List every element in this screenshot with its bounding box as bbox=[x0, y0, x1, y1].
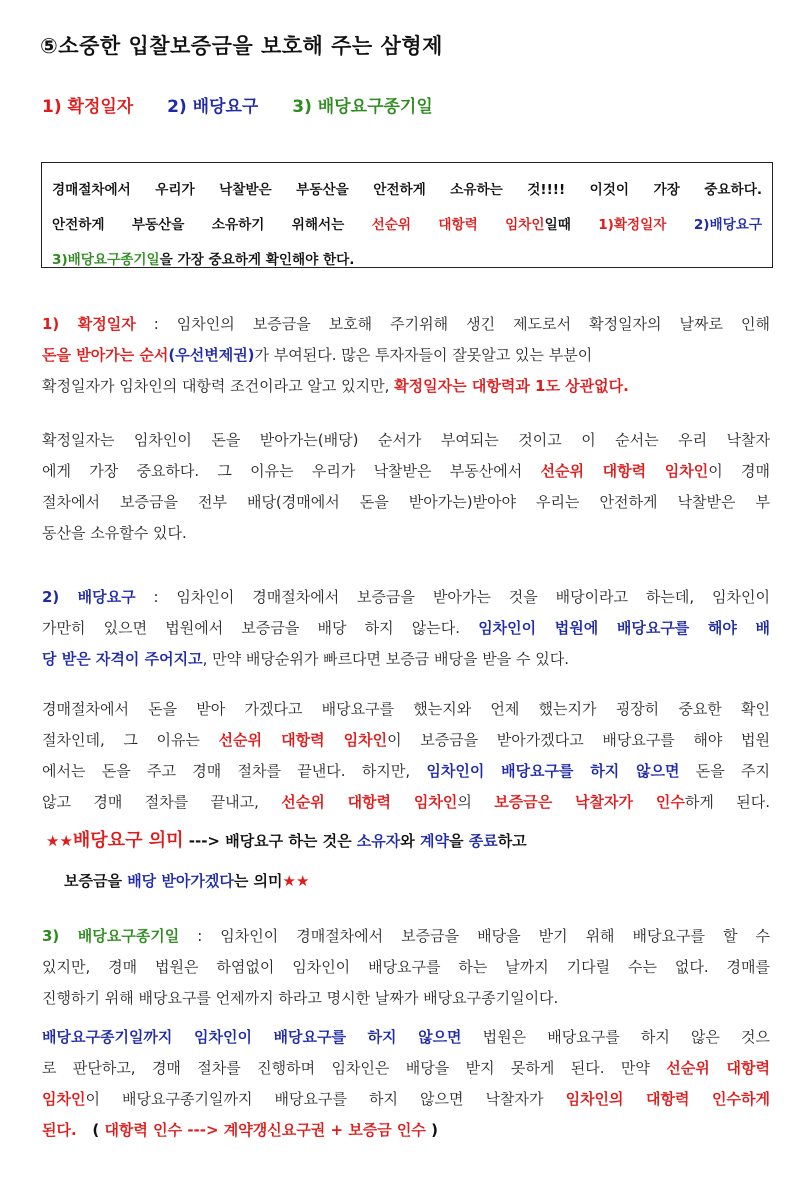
highlight: 배당요구종기일까지 임차인이 배당요구를 하지 않으면 bbox=[42, 1028, 462, 1046]
highlight: 임차인이 배당요구를 하지 않으면 bbox=[426, 762, 680, 780]
paragraph-fixed-date bbox=[42, 309, 770, 402]
body-text: 이 경매 bbox=[708, 462, 770, 480]
summary-box bbox=[41, 162, 773, 268]
subtitle-item-dividend-request: 2) 배당요구 bbox=[167, 97, 259, 117]
summary-text bbox=[666, 217, 693, 233]
subtitle bbox=[42, 92, 461, 117]
text-line bbox=[42, 518, 770, 549]
highlight: 보증금은 낙찰자가 인수 bbox=[494, 793, 685, 811]
text-line bbox=[42, 1084, 770, 1115]
text-line bbox=[42, 456, 770, 487]
text-line bbox=[42, 487, 770, 518]
note-text: 와 bbox=[400, 832, 420, 850]
star-icon: ★★ bbox=[282, 872, 310, 890]
text-line bbox=[42, 425, 770, 456]
text-line bbox=[42, 371, 770, 402]
body-text: 동산을 소유할수 있다. bbox=[42, 524, 187, 542]
text-line bbox=[42, 725, 770, 756]
body-text: 에서는 돈을 주고 경매 절차를 끝낸다. 하지만, bbox=[42, 762, 427, 780]
body-text: 절차인데, 그 이유는 bbox=[42, 731, 219, 749]
body-text: 절차에서 보증금을 전부 배당(경매에서 돈을 받아가는)받아야 우리는 안전하게 낙찰받은 부 bbox=[42, 493, 770, 511]
body-text: 의 bbox=[457, 793, 495, 811]
summary-text: 일때 bbox=[544, 217, 599, 233]
section-label: 3) 배당요구종기일 bbox=[42, 927, 180, 945]
text-line bbox=[42, 309, 770, 340]
paragraph-dividend-importance bbox=[42, 694, 770, 818]
text-line bbox=[42, 756, 770, 787]
body-text: 확정일자가 임차인의 대항력 조건이라고 알고 있지만, bbox=[42, 377, 395, 395]
body-text: : 임차인이 경매절차에서 보증금을 배당을 받기 위해 배당요구를 할 수 bbox=[179, 927, 770, 945]
note-heading: 배당요구 의미 bbox=[72, 830, 184, 851]
highlight: 임차인이 법원에 배당요구를 해야 배 bbox=[478, 619, 770, 637]
highlight: 선순위 대항력 임차인 bbox=[281, 793, 458, 811]
page-title: ⑤소중한 입찰보증금을 보호해 주는 삼형제 bbox=[40, 34, 443, 58]
highlight: 선순위 대항력 임차인 bbox=[218, 731, 388, 749]
body-text: 하게 된다. bbox=[684, 793, 770, 811]
text-line bbox=[42, 983, 770, 1014]
summary-highlight: 3)배당요구종기일 bbox=[52, 252, 160, 268]
text-line bbox=[42, 340, 770, 371]
note-text: 보증금을 bbox=[64, 872, 128, 890]
paragraph-dividend-request bbox=[42, 582, 770, 675]
body-text: , 만약 배당순위가 빠르다면 보증금 배당을 받을 수 있다. bbox=[202, 650, 570, 668]
text-line bbox=[42, 582, 770, 613]
paragraph-request-deadline bbox=[42, 921, 770, 1014]
body-text: 이 보증금을 받아가겠다고 배당요구를 해야 법원 bbox=[387, 731, 770, 749]
note-highlight: 소유자 bbox=[356, 832, 401, 850]
star-icon: ★★ bbox=[46, 832, 73, 850]
section-label: 1) 확정일자 bbox=[42, 315, 136, 333]
summary-highlight: 선순위 대항력 임차인 bbox=[371, 217, 545, 233]
body-text: 진행하기 위해 배당요구를 언제까지 하라고 명시한 날짜가 배당요구종기일이다. bbox=[42, 989, 559, 1007]
body-text: 않고 경매 절차를 끝내고, bbox=[42, 793, 282, 811]
text-line bbox=[42, 644, 770, 675]
body-text: : 임차인의 보증금을 보호해 주기위해 생긴 제도로서 확정일자의 날짜로 인해 bbox=[135, 315, 770, 333]
summary-text: 경매절차에서 우리가 낙찰받은 부동산을 안전하게 소유하는 것!!!! 이것이 가장 중요하다. bbox=[52, 182, 762, 198]
highlight: 당 받은 자격이 주어지고 bbox=[42, 650, 203, 668]
body-text: 돈을 주지 bbox=[679, 762, 771, 780]
body-text: 가 부여된다. 많은 투자자들이 잘못알고 있는 부분이 bbox=[254, 346, 593, 364]
note-line bbox=[46, 866, 527, 896]
subtitle-item-request-deadline: 3) 배당요구종기일 bbox=[292, 97, 433, 117]
summary-line bbox=[52, 173, 762, 208]
paragraph-fixed-date-detail bbox=[42, 425, 770, 549]
highlight: 선순위 대항력 bbox=[666, 1059, 770, 1077]
section-label: 2) 배당요구 bbox=[42, 588, 136, 606]
text-line bbox=[42, 1022, 770, 1053]
highlight: 선순위 대항력 임차인 bbox=[540, 462, 709, 480]
highlight: 확정일자는 대항력과 1도 상관없다. bbox=[394, 377, 629, 395]
note-highlight: 종료 bbox=[468, 832, 498, 850]
note-text: 는 의미 bbox=[233, 872, 283, 890]
body-text: : 임차인이 경매절차에서 보증금을 받아가는 것을 배당이라고 하는데, 임차인이 bbox=[135, 588, 770, 606]
body-text: 확정일자는 임차인이 돈을 받아가는(배당) 순서가 부여되는 것이고 이 순서는 우리 낙찰자 bbox=[42, 431, 770, 449]
dividend-meaning-note bbox=[46, 826, 527, 896]
text-line bbox=[42, 694, 770, 725]
text-line bbox=[42, 1053, 770, 1084]
note-line bbox=[46, 826, 527, 856]
body-text: 법원은 배당요구를 하지 않은 것으 bbox=[461, 1028, 771, 1046]
text-line bbox=[42, 921, 770, 952]
highlight: 임차인의 대항력 인수하게 bbox=[565, 1090, 770, 1108]
summary-text: 안전하게 부동산을 소유하기 위해서는 bbox=[52, 217, 372, 233]
highlight: (우선변제권) bbox=[168, 346, 255, 364]
summary-highlight: 1)확정일자 bbox=[598, 217, 667, 233]
highlight: 대항력 인수 ---> 계약갱신요구권 + 보증금 인수 bbox=[104, 1121, 426, 1139]
text-line bbox=[42, 787, 770, 818]
body-text: 있지만, 경매 법원은 하염없이 임차인이 배당요구를 하는 날까지 기다릴 수는 없다. 경매를 bbox=[42, 958, 770, 976]
subtitle-item-fixed-date: 1) 확정일자 bbox=[42, 97, 134, 117]
highlight: 된다. bbox=[42, 1121, 77, 1139]
body-text: 가만히 있으면 법원에서 보증금을 배당 하지 않는다. bbox=[42, 619, 479, 637]
text-line bbox=[42, 952, 770, 983]
summary-line bbox=[52, 243, 762, 278]
note-highlight: 계약 bbox=[420, 832, 449, 850]
note-highlight: 배당 받아가겠다 bbox=[127, 872, 234, 890]
text-line bbox=[42, 1115, 770, 1146]
highlight: 돈을 받아가는 순서 bbox=[42, 346, 169, 364]
body-text: 경매절차에서 돈을 받아 가겠다고 배당요구를 했는지와 언제 했는지가 굉장히 중요한 확인 bbox=[42, 700, 770, 718]
text-line bbox=[42, 613, 770, 644]
body-text: ) bbox=[425, 1121, 438, 1139]
note-text: 하고 bbox=[497, 832, 527, 850]
paragraph-deadline-consequence bbox=[42, 1022, 770, 1146]
body-text: ( bbox=[76, 1121, 105, 1139]
summary-highlight: 2)배당요구 bbox=[693, 217, 763, 233]
note-text: 을 bbox=[448, 832, 469, 850]
body-text: 이 배당요구종기일까지 배당요구를 하지 않으면 낙찰자가 bbox=[85, 1090, 566, 1108]
summary-text: 을 가장 중요하게 확인해야 한다. bbox=[159, 252, 355, 268]
body-text: 로 판단하고, 경매 절차를 진행하며 임차인은 배당을 받지 못하게 된다. 만약 bbox=[42, 1059, 667, 1077]
note-text: ---> 배당요구 하는 것은 bbox=[183, 832, 357, 850]
highlight: 임차인 bbox=[42, 1090, 86, 1108]
body-text: 에게 가장 중요하다. 그 이유는 우리가 낙찰받은 부동산에서 bbox=[42, 462, 541, 480]
summary-line bbox=[52, 208, 762, 243]
